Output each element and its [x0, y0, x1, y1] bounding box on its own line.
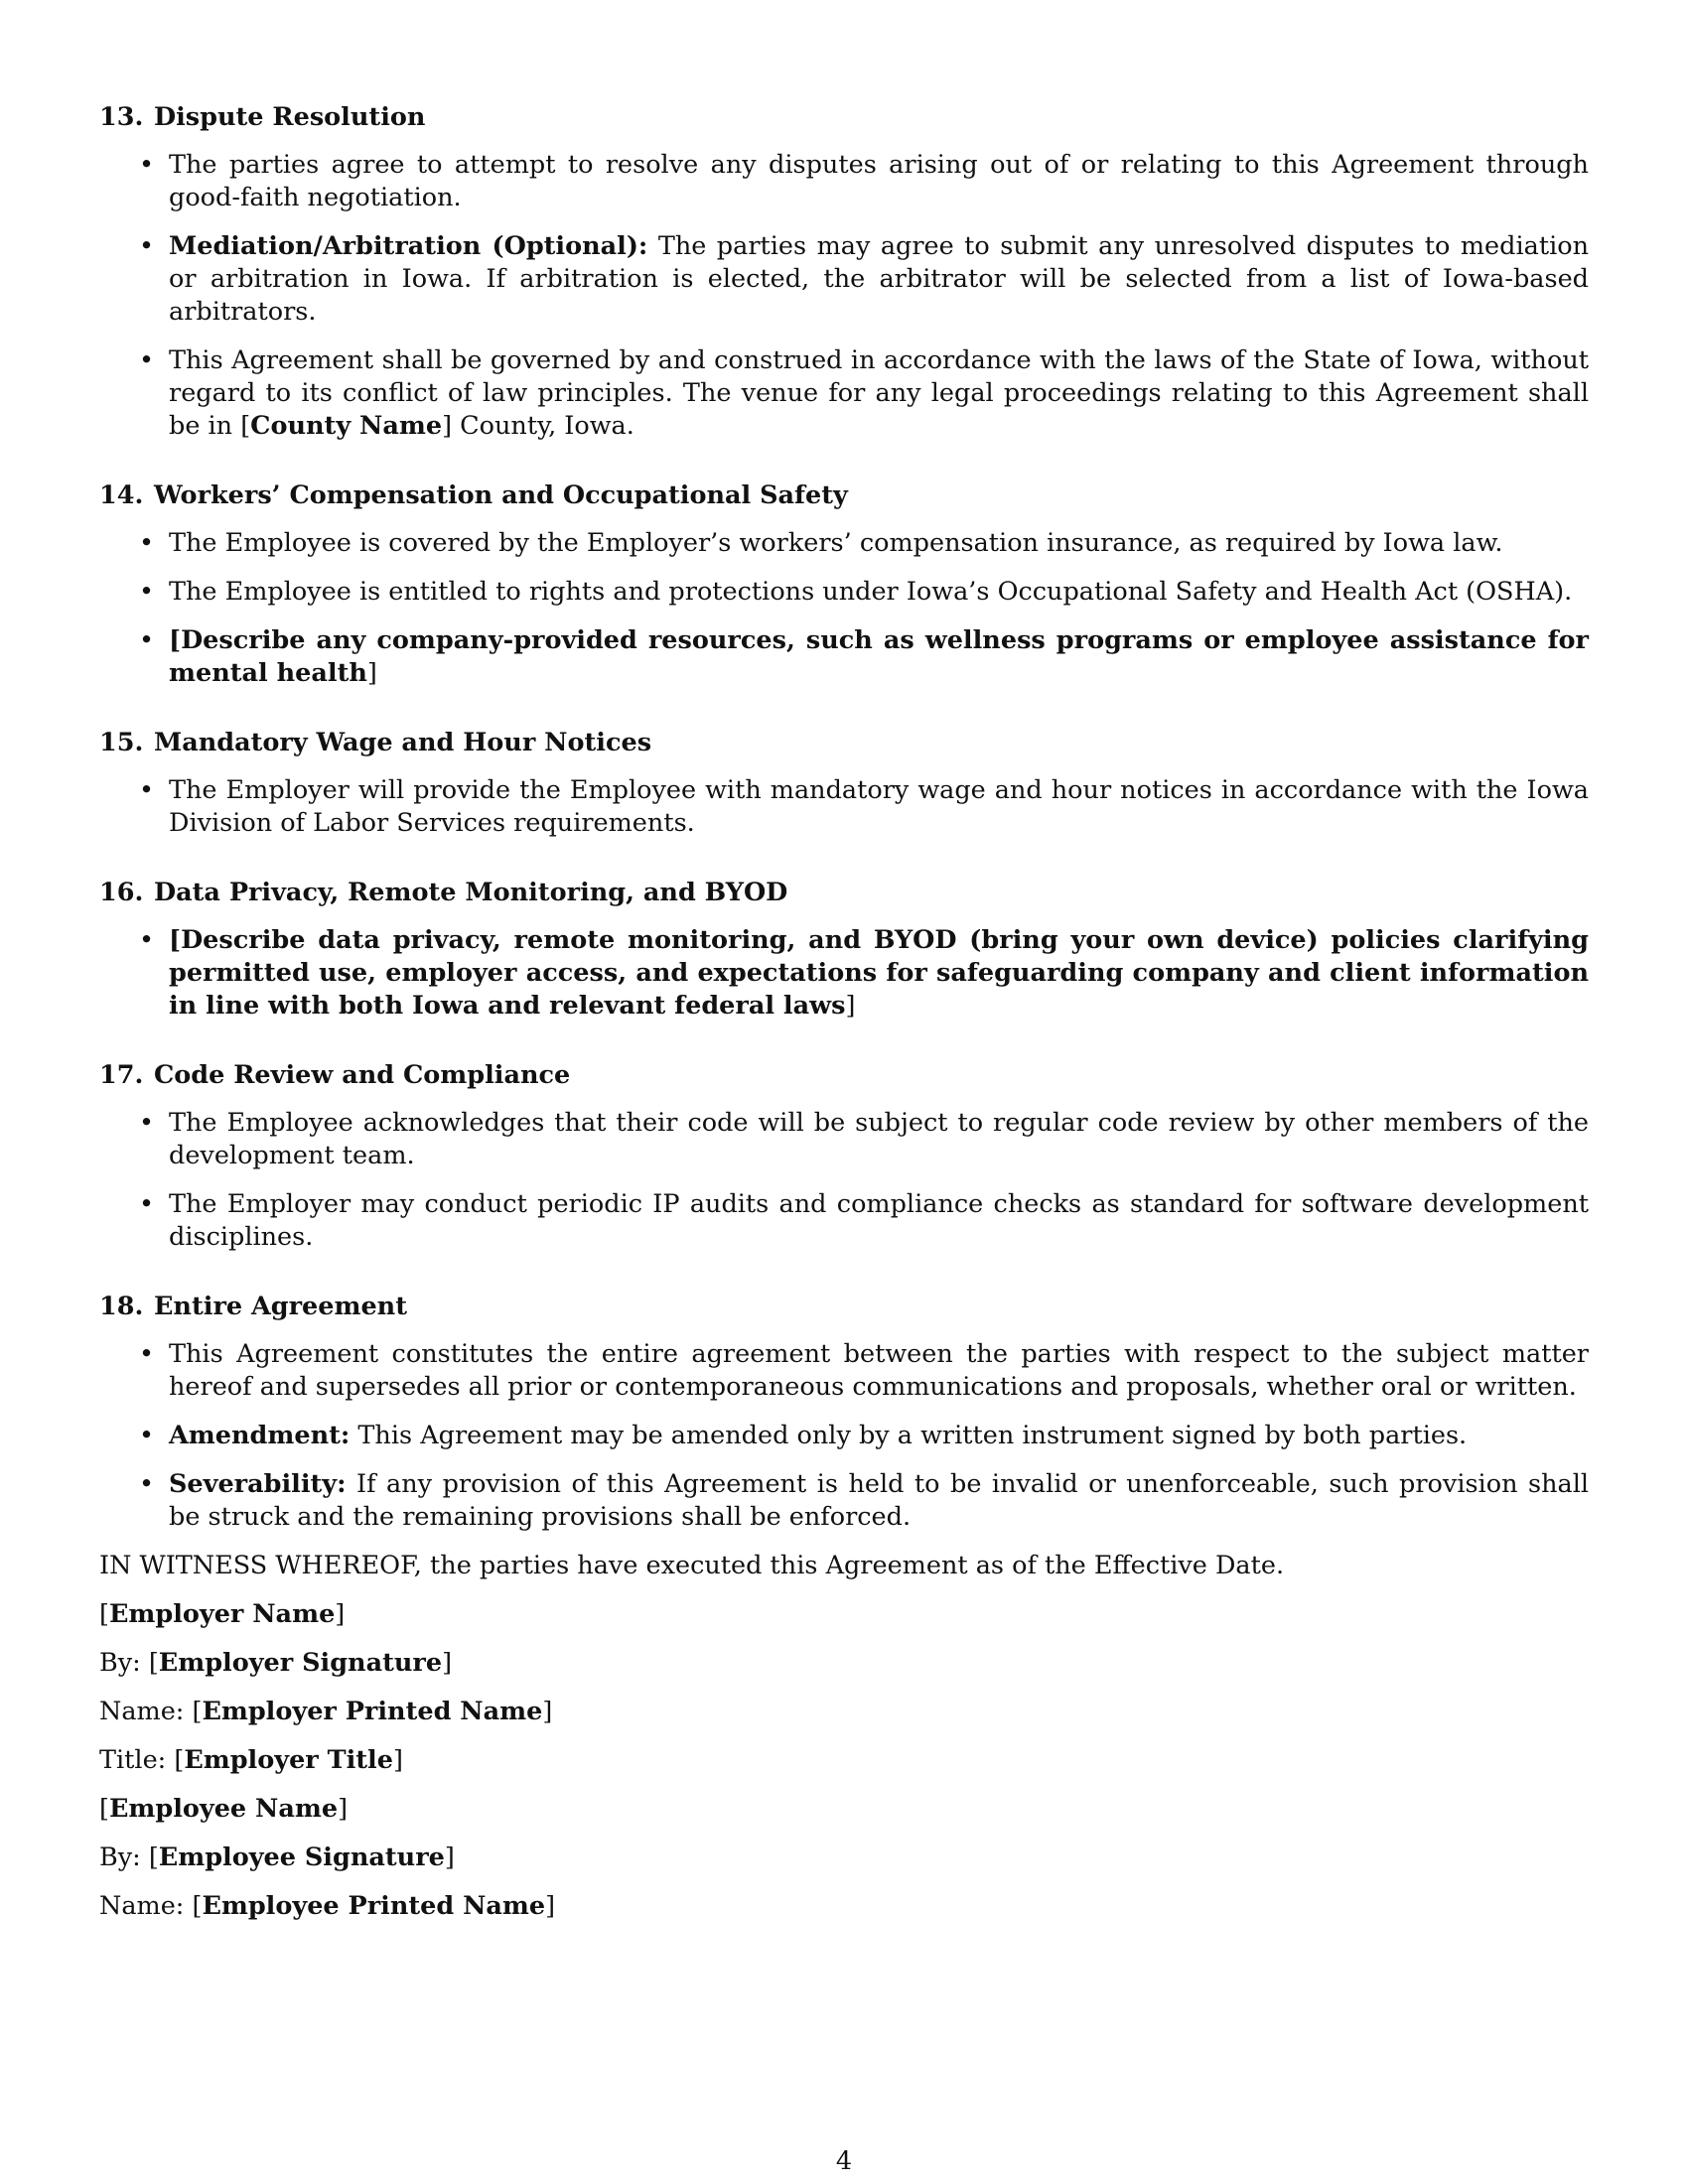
section-number: 13.	[99, 102, 144, 132]
item-lead: Severability:	[169, 1469, 347, 1499]
list-item	[99, 1468, 1589, 1534]
signature-placeholder: Employee Name	[108, 1794, 339, 1824]
section	[99, 1059, 1589, 1254]
item-text: The Employee is covered by the Employer’s workers’ compensation insurance, as required by Iowa law.	[169, 528, 1503, 558]
list-item	[99, 624, 1589, 690]
item-tail: ] County, Iowa.	[442, 411, 634, 441]
page-number: 4	[835, 2146, 853, 2176]
list-item	[99, 1338, 1589, 1404]
bullet-icon: •	[139, 1339, 155, 1369]
signature-line: Title: [Employer Title]	[99, 1745, 403, 1775]
list-item	[99, 576, 1589, 609]
signature-line: [Employee Name]	[99, 1794, 349, 1824]
bullet-list	[99, 774, 1589, 840]
bullet-icon: •	[139, 1421, 155, 1450]
bullet-list	[99, 924, 1589, 1023]
signature-label: Name:	[99, 1891, 193, 1921]
section-title: Dispute Resolution	[154, 102, 426, 132]
bullet-list	[99, 149, 1589, 443]
signature-placeholder: Employee Printed Name	[202, 1891, 546, 1921]
bullet-icon: •	[139, 231, 155, 261]
bracket-close: ]	[845, 991, 856, 1021]
section	[99, 727, 1589, 840]
signature-label: By:	[99, 1648, 149, 1678]
section-number: 15.	[99, 728, 144, 757]
section-number: 14.	[99, 480, 144, 510]
placeholder-field: County Name	[250, 411, 443, 441]
list-item	[99, 149, 1589, 214]
list-item	[99, 230, 1589, 329]
placeholder-instruction: [Describe data privacy, remote monitoring, and BYOD (bring your own device) policies clarifying permitted use, employer access, and expectations for safeguarding company and client information in line with both Iowa and relevant federal laws	[169, 925, 1589, 1021]
signature-line: Name: [Employee Printed Name]	[99, 1891, 556, 1921]
list-item	[99, 1188, 1589, 1254]
section-title: Code Review and Compliance	[154, 1060, 571, 1090]
bullet-icon: •	[139, 1189, 155, 1219]
signature-label: Title:	[99, 1745, 175, 1775]
signature-line: [Employer Name]	[99, 1599, 346, 1629]
item-text: The Employee is entitled to rights and protections under Iowa’s Occupational Safety and Health Act (OSHA).	[169, 577, 1573, 607]
section-number: 16.	[99, 878, 144, 907]
item-text: The parties agree to attempt to resolve any disputes arising out of or relating to this Agreement through good-faith negotiation.	[169, 150, 1589, 212]
item-text: This Agreement may be amended only by a written instrument signed by both parties.	[357, 1421, 1468, 1450]
item-lead: Amendment:	[169, 1421, 351, 1450]
bullet-list	[99, 1107, 1589, 1254]
section-title: Data Privacy, Remote Monitoring, and BYOD	[154, 878, 788, 907]
item-text: This Agreement constitutes the entire agreement between the parties with respect to the subject matter hereof and supersedes all prior or contemporaneous communications and proposals, whether oral or written.	[169, 1339, 1589, 1402]
section-heading	[99, 727, 1589, 759]
section-title: Workers’ Compensation and Occupational Safety	[154, 480, 848, 510]
section-heading	[99, 101, 1589, 134]
witness-clause: IN WITNESS WHEREOF, the parties have executed this Agreement as of the Effective Date.	[99, 1551, 1285, 1580]
signature-line: By: [Employer Signature]	[99, 1648, 453, 1678]
bullet-icon: •	[139, 1469, 155, 1499]
list-item	[99, 774, 1589, 840]
signature-line: Name: [Employer Printed Name]	[99, 1697, 553, 1726]
section-heading	[99, 1291, 1589, 1323]
item-text: The Employee acknowledges that their code will be subject to regular code review by other members of the development team.	[169, 1108, 1589, 1170]
signature-placeholder: Employer Printed Name	[202, 1697, 543, 1726]
bullet-icon: •	[139, 150, 155, 180]
section-heading	[99, 877, 1589, 909]
bullet-icon: •	[139, 625, 155, 655]
signature-placeholder: Employer Title	[184, 1745, 393, 1775]
section-number: 18.	[99, 1292, 144, 1321]
section-title: Mandatory Wage and Hour Notices	[154, 728, 652, 757]
signature-line: By: [Employee Signature]	[99, 1843, 455, 1872]
bullet-icon: •	[139, 528, 155, 558]
placeholder-instruction: [Describe any company-provided resources, such as wellness programs or employee assistance for mental health	[169, 625, 1589, 688]
item-text: The parties may agree to submit any unresolved disputes to mediation or arbitration in Iowa. If arbitration is elected, the arbitrator will be selected from a list of Iowa-based arbitrators.	[169, 231, 1589, 327]
item-text: This Agreement shall be governed by and construed in accordance with the laws of the State of Iowa, without regard to its conflict of law principles. The venue for any legal proceedings relating to this Agreement shall be in [	[169, 345, 1589, 441]
bullet-list	[99, 1338, 1589, 1534]
section-heading	[99, 479, 1589, 512]
sections	[99, 101, 1589, 1534]
item-text: If any provision of this Agreement is held to be invalid or unenforceable, such provision shall be struck and the remaining provisions shall be enforced.	[169, 1469, 1590, 1532]
bullet-icon: •	[139, 577, 155, 607]
signature-placeholder: Employer Signature	[158, 1648, 443, 1678]
signature-label: Name:	[99, 1697, 193, 1726]
section-heading	[99, 1059, 1589, 1092]
section	[99, 101, 1589, 443]
signature-placeholder: Employee Signature	[158, 1843, 445, 1872]
list-item	[99, 924, 1589, 1023]
section-title: Entire Agreement	[154, 1292, 407, 1321]
item-text: The Employer will provide the Employee with mandatory wage and hour notices in accordance with the Iowa Division of Labor Services requirements.	[169, 775, 1589, 838]
document-page	[99, 101, 1589, 1923]
signature-block	[99, 1598, 1589, 1923]
bracket-close: ]	[366, 658, 377, 688]
bullet-icon: •	[139, 345, 155, 375]
bullet-icon: •	[139, 1108, 155, 1138]
list-item	[99, 1420, 1589, 1452]
signature-placeholder: Employer Name	[108, 1599, 336, 1629]
section	[99, 479, 1589, 690]
section	[99, 877, 1589, 1023]
bullet-list	[99, 527, 1589, 690]
signature-label: By:	[99, 1843, 149, 1872]
list-item	[99, 1107, 1589, 1172]
bullet-icon: •	[139, 775, 155, 805]
list-item	[99, 344, 1589, 443]
section-number: 17.	[99, 1060, 144, 1090]
bullet-icon: •	[139, 925, 155, 955]
item-lead: Mediation/Arbitration (Optional):	[169, 231, 648, 261]
section	[99, 1291, 1589, 1534]
item-text: The Employer may conduct periodic IP audits and compliance checks as standard for software development disciplines.	[169, 1189, 1589, 1252]
list-item	[99, 527, 1589, 560]
